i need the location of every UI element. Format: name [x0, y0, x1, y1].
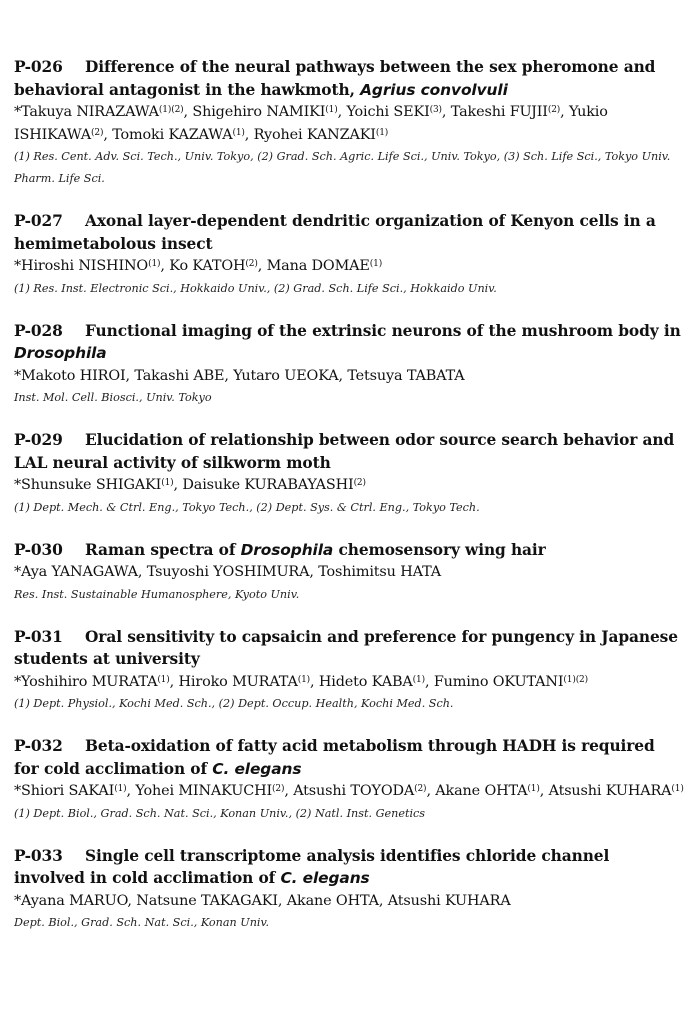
author-name: Atsushi TOYODA	[293, 783, 415, 799]
affiliation: (1) Dept. Mech. & Ctrl. Eng., Tokyo Tech., (2) Dept. Sys. & Ctrl. Eng., Tokyo Tech.	[14, 500, 480, 514]
poster-title	[14, 210, 684, 255]
title-italic: C. elegans	[280, 869, 370, 887]
author-name: Fumino OKUTANI	[433, 673, 564, 690]
author-name: Ko KATOH	[169, 258, 246, 274]
author-list: *Ayana MARUO, Natsune TAKAGAKI, Akane OHTA, Atsushi KUHARA	[14, 892, 511, 909]
title-italic: Drosophila	[14, 344, 107, 362]
poster-title	[14, 429, 684, 474]
poster-id: P-032	[14, 737, 63, 755]
author-name: Yutaro UEOKA	[233, 367, 339, 384]
author-name: Takashi ABE	[134, 367, 225, 384]
poster-title	[14, 56, 684, 101]
title-text: Beta-oxidation of fatty acid metabolism through HADH is required for cold acclimation of	[14, 737, 655, 778]
title-text: Elucidation of relationship between odor source search behavior and LAL neural activity of silkworm moth	[14, 431, 675, 472]
affiliation: (1) Res. Cent. Adv. Sci. Tech., Univ. Tokyo, (2) Grad. Sch. Agric. Life Sci., Univ. Tokyo, (3) Sch. Life Sci., Tokyo Univ. Pharm. Life Sci.	[14, 150, 671, 185]
title-italic: Agrius convolvuli	[360, 80, 508, 99]
author-name: Atsushi KUHARA	[548, 783, 672, 799]
poster-entry	[14, 210, 684, 300]
author-affil-marker: (2)	[547, 105, 561, 115]
author-affil-marker: (2)	[245, 259, 258, 269]
affiliation: Res. Inst. Sustainable Humanosphere, Kyoto Univ.	[14, 587, 300, 601]
author-name: Tsuyoshi YOSHIMURA	[146, 564, 310, 580]
author-name: *Yoshihiro MURATA	[14, 673, 158, 690]
poster-title	[14, 539, 684, 562]
author-affil-marker: (1)	[161, 478, 174, 488]
title-text: Axonal layer-dependent dendritic organization of Kenyon cells in a hemimetabolous insect	[14, 212, 656, 253]
author-name: *Makoto HIROI	[14, 367, 126, 384]
author-affil-marker: (1)	[325, 105, 338, 115]
author-name: Natsune TAKAGAKI	[136, 892, 278, 909]
author-affil-marker: (1)	[232, 127, 245, 138]
title-text: Functional imaging of the extrinsic neurons of the mushroom body in	[85, 321, 681, 340]
author-affil-marker: (1)	[114, 784, 127, 794]
title-text: chemosensory wing hair	[333, 540, 546, 559]
author-name: Toshimitsu HATA	[318, 564, 441, 580]
author-list: *Hiroshi NISHINO$^{(1)}$, Ko KATOH$^{(2)}$, Mana DOMAE$^{(1)}$	[14, 258, 383, 274]
author-list: *Shiori SAKAI$^{(1)}$, Yohei MINAKUCHI$^{(2)}$, Atsushi TOYODA$^{(2)}$, Akane OHTA$^{(1)}$, Atsushi KUHARA$^{(1)}$	[14, 783, 684, 799]
author-affil-marker: (2)	[414, 784, 427, 794]
title-italic: C. elegans	[212, 759, 302, 778]
affiliation: Dept. Biol., Grad. Sch. Nat. Sci., Konan Univ.	[14, 916, 270, 929]
poster-entry	[14, 56, 684, 190]
author-name: Tomoki KAZAWA	[112, 126, 233, 143]
author-affil-marker: (2)	[272, 784, 285, 794]
author-list: *Yoshihiro MURATA$^{(1)}$, Hiroko MURATA$^{(1)}$, Hideto KABA$^{(1)}$, Fumino $OKUTANI^{(1)(2)}$	[14, 673, 588, 690]
author-name: *Shunsuke SHIGAKI	[14, 477, 162, 493]
author-affil-marker: (1)	[157, 674, 170, 685]
title-text: Single cell transcriptome analysis identifies chloride channel involved in cold acclimation of	[14, 846, 610, 887]
author-name: Akane OHTA	[286, 892, 379, 909]
abstract-list	[14, 56, 684, 954]
author-affil-marker: (1)	[412, 674, 425, 685]
author-list: *Takuya $NIRAZAWA^{(1)(2)}$, Shigehiro NAMIKI$^{(1)}$, Yoichi SEKI$^{(3)}$, Takeshi FUJII$^{(2)}$, Yukio ISHIKAWA$^{(2)}$, Tomoki KAZAWA$^{(1)}$, Ryohei KANZAKI$^{(1)}$	[14, 104, 608, 143]
poster-id: P-029	[14, 431, 63, 449]
poster-entry	[14, 320, 684, 410]
author-name: *Hiroshi NISHINO	[14, 258, 149, 274]
title-text: Difference of the neural pathways between the sex pheromone and behavioral antagonist in the hawkmoth,	[14, 58, 656, 99]
author-name: Yoichi SEKI	[346, 104, 430, 120]
author-name: Akane OHTA	[435, 783, 528, 799]
author-name: Mana DOMAE	[266, 258, 370, 274]
author-affil-marker: (1)	[375, 127, 389, 138]
author-name: *Takuya NIRAZAWA	[14, 104, 159, 120]
title-text: Oral sensitivity to capsaicin and preference for pungency in Japanese students at university	[14, 627, 678, 668]
poster-id: P-026	[14, 58, 63, 76]
author-name: Takeshi FUJII	[450, 104, 548, 120]
author-name: Yohei MINAKUCHI	[135, 783, 273, 799]
poster-entry	[14, 735, 684, 825]
author-name: *Aya YANAGAWA	[14, 564, 138, 580]
author-name: Atsushi KUHARA	[387, 892, 511, 909]
author-name: Hiroko MURATA	[178, 673, 298, 690]
poster-entry	[14, 539, 684, 606]
author-name: Yukio ISHIKAWA	[14, 104, 608, 143]
author-name: Tetsuya TABATA	[347, 367, 465, 384]
poster-title	[14, 845, 684, 890]
author-affil-marker: (1)	[527, 784, 540, 794]
author-name: *Shiori SAKAI	[14, 783, 115, 799]
title-text: Raman spectra of	[85, 540, 241, 559]
author-name: *Ayana MARUO	[14, 892, 128, 909]
author-affil-marker: (1)(2)	[563, 674, 588, 685]
poster-id: P-028	[14, 321, 63, 340]
author-name: Shigehiro NAMIKI	[192, 104, 326, 120]
author-affil-marker: (2)	[91, 127, 104, 138]
author-affil-marker: (1)	[369, 259, 383, 269]
author-affil-marker: (1)	[148, 259, 161, 269]
affiliation: (1) Res. Inst. Electronic Sci., Hokkaido Univ., (2) Grad. Sch. Life Sci., Hokkaido Univ.	[14, 281, 497, 295]
author-list: *Makoto HIROI, Takashi ABE, Yutaro UEOKA, Tetsuya TABATA	[14, 367, 465, 384]
affiliation: (1) Dept. Physiol., Kochi Med. Sch., (2) Dept. Occup. Health, Kochi Med. Sch.	[14, 697, 454, 710]
poster-entry	[14, 626, 684, 716]
poster-entry	[14, 429, 684, 519]
author-affil-marker: (2)	[353, 478, 366, 488]
title-italic: Drosophila	[240, 540, 334, 559]
poster-title	[14, 320, 684, 365]
author-name: Ryohei KANZAKI	[253, 126, 376, 143]
poster-id: P-033	[14, 846, 63, 865]
poster-title	[14, 735, 684, 780]
author-name: Hideto KABA	[318, 673, 413, 690]
poster-title	[14, 626, 684, 671]
author-affil-marker: (1)(2)	[158, 105, 184, 115]
author-affil-marker: (1)	[297, 674, 311, 685]
affiliation: Inst. Mol. Cell. Biosci., Univ. Tokyo	[14, 391, 212, 404]
poster-id: P-030	[14, 540, 63, 559]
author-affil-marker: (3)	[429, 105, 442, 115]
author-affil-marker: (1)	[671, 784, 684, 794]
poster-id: P-027	[14, 212, 63, 230]
author-list: *Shunsuke SHIGAKI$^{(1)}$, Daisuke KURABAYASHI$^{(2)}$	[14, 477, 366, 493]
poster-id: P-031	[14, 627, 63, 646]
author-name: Daisuke KURABAYASHI	[182, 477, 354, 493]
affiliation: (1) Dept. Biol., Grad. Sch. Nat. Sci., Konan Univ., (2) Natl. Inst. Genetics	[14, 806, 426, 820]
poster-entry	[14, 845, 684, 935]
author-list: *Aya YANAGAWA, Tsuyoshi YOSHIMURA, Toshimitsu HATA	[14, 564, 441, 580]
